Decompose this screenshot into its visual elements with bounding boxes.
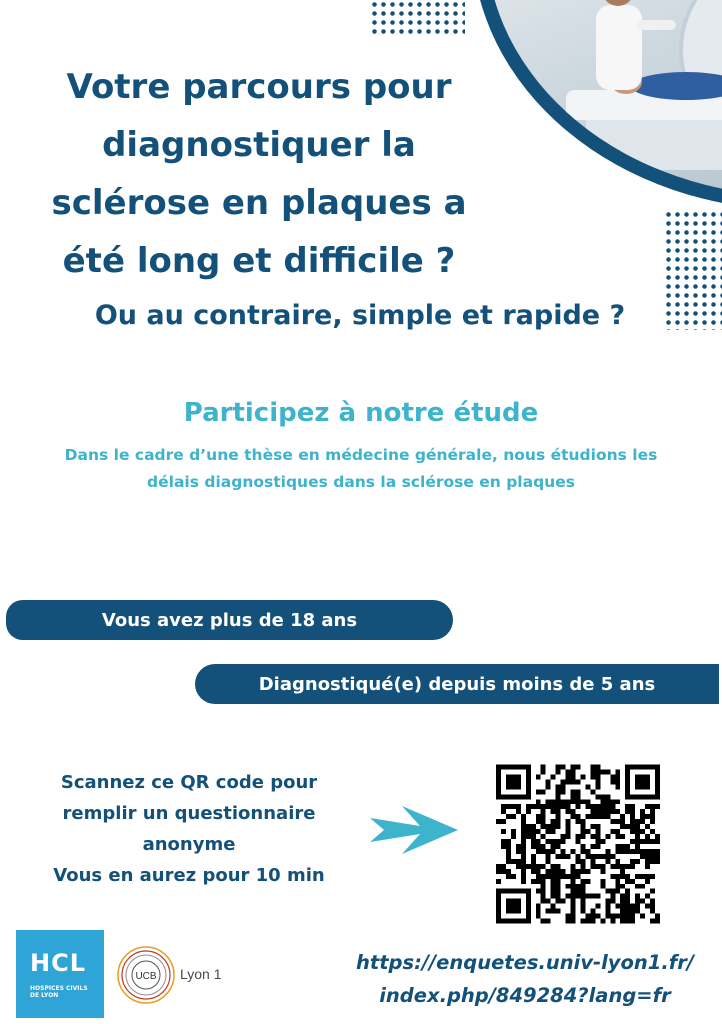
scan-line: Scannez ce QR code pour	[60, 772, 318, 793]
study-description	[6, 442, 716, 496]
mri-scene-illustration	[486, 0, 722, 210]
ucbl-text: UCB	[135, 971, 157, 982]
survey-url[interactable]	[330, 946, 720, 1012]
scan-line: anonyme	[142, 834, 236, 855]
main-title	[24, 58, 494, 290]
url-line[interactable]: https://enquetes.univ-lyon1.fr/	[356, 951, 694, 974]
study-heading: Participez à notre étude	[183, 398, 539, 428]
subtitle: Ou au contraire, simple et rapide ?	[94, 300, 626, 331]
lyon1-logo-text: Lyon 1	[180, 966, 222, 982]
age-criterion-banner: Vous avez plus de 18 ans	[6, 600, 453, 640]
hcl-sub-line: HOSPICES CIVILS	[30, 985, 88, 992]
decorative-dots-top	[370, 0, 465, 38]
title-line: Votre parcours pour	[66, 67, 452, 107]
title-line: sclérose en plaques a	[51, 183, 467, 223]
title-line: été long et difficile ?	[62, 241, 456, 281]
arrow-right-icon	[368, 800, 460, 860]
qr-code[interactable]	[496, 764, 660, 924]
hcl-sub-line: DE LYON	[30, 992, 59, 999]
diagnosis-criterion-banner: Diagnostiqué(e) depuis moins de 5 ans	[195, 664, 719, 704]
scan-line: Vous en aurez pour 10 min	[53, 865, 325, 886]
scan-line: remplir un questionnaire	[62, 803, 316, 824]
title-line: diagnostiquer la	[102, 125, 416, 165]
study-text-line: Dans le cadre d’une thèse en médecine générale, nous étudions les	[64, 446, 658, 464]
hcl-logo-subtext	[30, 985, 104, 999]
hcl-logo-text: HCL	[30, 949, 86, 977]
scan-instructions	[24, 767, 354, 891]
study-text-line: délais diagnostiques dans la sclérose en plaques	[147, 473, 575, 491]
hcl-logo	[16, 930, 104, 1018]
url-line[interactable]: index.php/849284?lang=fr	[379, 984, 671, 1007]
